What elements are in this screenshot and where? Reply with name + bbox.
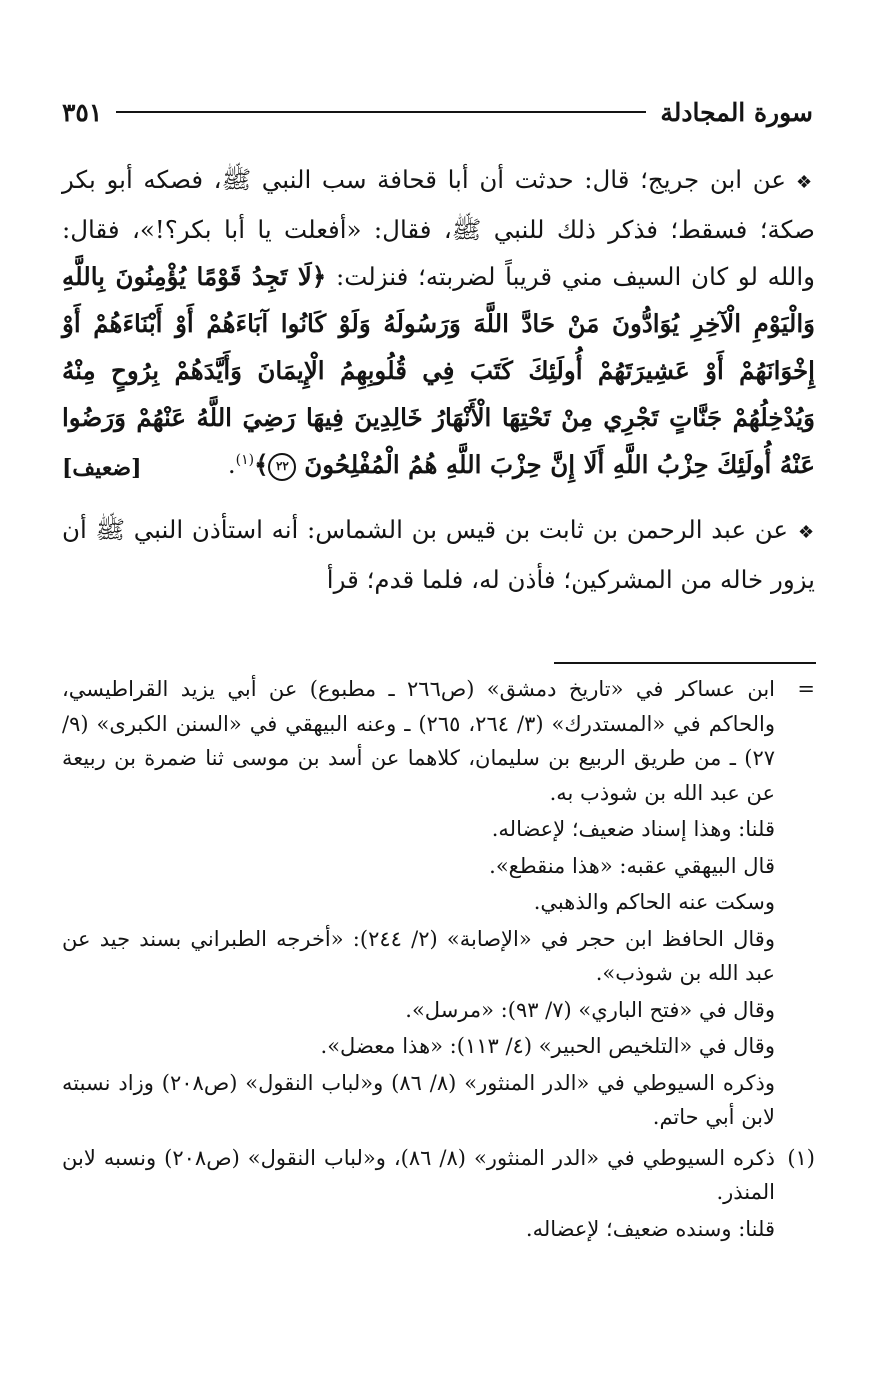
- footnote-line: وقال الحافظ ابن حجر في «الإصابة» (٢/ ٢٤٤): «أخرجه الطبراني بسند جيد عن عبد الله بن شوذب».: [62, 926, 775, 985]
- paragraph-marker-icon: ❖: [796, 172, 815, 193]
- quran-verse: ﴿لَا تَجِدُ قَوْمًا يُؤْمِنُونَ بِاللَّهِ وَالْيَوْمِ الْآخِرِ يُوَادُّونَ مَنْ حَادَّ اللَّهَ وَرَسُولَهُ وَلَوْ كَانُوا آبَاءَهُمْ أَوْ أَبْنَاءَهُمْ أَوْ إِخْوَانَهُمْ أَوْ عَشِيرَتَهُمْ أُولَئِكَ كَتَبَ فِي قُلُوبِهِمُ الْإِيمَانَ وَأَيَّدَهُمْ بِرُوحٍ مِنْهُ وَيُدْخِلُهُمْ جَنَّاتٍ تَجْرِي مِنْ تَحْتِهَا الْأَنْهَارُ خَالِدِينَ فِيهَا رَضِيَ اللَّهُ عَنْهُمْ وَرَضُوا عَنْهُ أُولَئِكَ حِزْبُ اللَّهِ أَلَا إِنَّ حِزْبَ اللَّهِ هُمُ الْمُفْلِحُونَ: [62, 262, 815, 479]
- continuation-marker: =: [797, 677, 815, 701]
- hadith-paragraph-1: [62, 156, 815, 488]
- surah-title: سورة المجادلة: [660, 97, 813, 127]
- footnote-line: ابن عساكر في «تاريخ دمشق» (ص٢٦٦ ـ مطبوع) عن أبي يزيد القراطيسي، والحاكم في «المستدرك» (٣/ ٢٦٤، ٢٦٥) ـ وعنه البيهقي في «السنن الكبرى» (٩/ ٢٧) ـ من طريق الربيع بن سليمان، كلاهما عن أسد بن موسى ثنا ضمرة بن ربيعة عن عبد الله بن شوذب به.: [62, 677, 775, 805]
- footnotes-section: [62, 672, 815, 1248]
- hadith-narration-text: عن عبد الرحمن بن ثابت بن قيس بن الشماس: أنه استأذن النبي ﷺ أن يزور خاله من المشركين؛ فأذن له، فلما قدم؛ قرأ: [62, 515, 815, 594]
- footnote-line: قال البيهقي عقبه: «هذا منقطع».: [489, 853, 775, 878]
- footnote-line: وقال في «التلخيص الحبير» (٤/ ١١٣): «هذا معضل».: [320, 1034, 775, 1058]
- footnote-continuation: [62, 672, 815, 1137]
- hadith-paragraph-2: [62, 506, 815, 603]
- page-number: ٣٥١: [62, 97, 103, 127]
- footnote-continuation-lines: [62, 672, 775, 1137]
- hadith-grade: [ضعيف]: [62, 455, 142, 481]
- header-rule: [116, 111, 646, 113]
- sentence-period: .: [227, 450, 236, 479]
- footnote-1-lines: [62, 1141, 775, 1249]
- hadith-narration-text: عن ابن جريج؛ قال: حدثت أن أبا قحافة سب النبي ﷺ، فصكه أبو بكر صكة؛ فسقط؛ فذكر ذلك للنبي ﷺ، فقال: «أفعلت يا أبا بكر؟!»، فقال: والله لو كان السيف مني قريباً لضربته؛ فنزلت:: [62, 165, 815, 291]
- footnote-separator: [554, 662, 816, 664]
- paragraph-marker-icon: ❖: [798, 522, 816, 543]
- ayah-number-marker: ٢٢: [268, 453, 296, 481]
- quran-closing-bracket: ﴾: [254, 450, 269, 479]
- footnote-number: (١): [787, 1145, 815, 1170]
- page-header: [62, 92, 813, 132]
- footnote-line: ذكره السيوطي في «الدر المنثور» (٨/ ٨٦)، و«لباب النقول» (ص٢٠٨) ونسبه لابن المنذر.: [62, 1145, 775, 1204]
- footnote-line: وسكت عنه الحاكم والذهبي.: [533, 890, 775, 914]
- footnote-line: وقال في «فتح الباري» (٧/ ٩٣): «مرسل».: [405, 997, 775, 1022]
- footnote-line: وذكره السيوطي في «الدر المنثور» (٨/ ٨٦) و«لباب النقول» (ص٢٠٨) وزاد نسبته لابن أبي حاتم.: [62, 1070, 775, 1129]
- footnote-line: قلنا: وسنده ضعيف؛ لإعضاله.: [525, 1216, 775, 1241]
- footnote-line: قلنا: وهذا إسناد ضعيف؛ لإعضاله.: [491, 817, 775, 841]
- main-text: [62, 156, 815, 603]
- footnote-reference: (١): [235, 451, 255, 468]
- footnote-1: [62, 1141, 815, 1249]
